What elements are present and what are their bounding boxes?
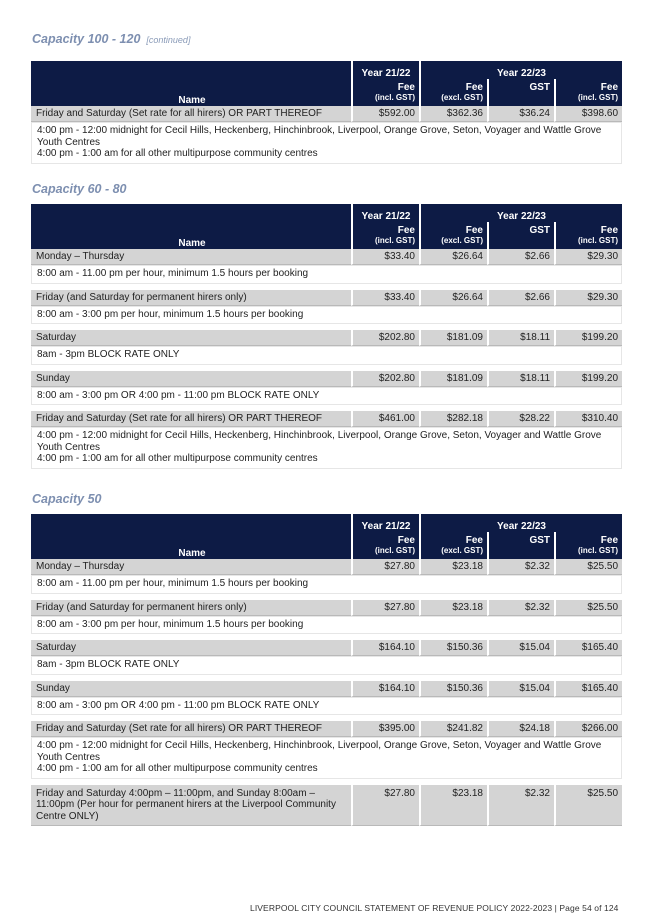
header-gst: GST [487,79,554,93]
table-row-description [31,656,622,675]
header-fee: Fee [351,222,419,236]
fee-incl-gst: $199.20 [554,330,622,346]
header-gst: GST [487,222,554,236]
section-title-capacity-100-120 [32,32,190,46]
fee-table-capacity-50 [31,514,622,826]
fee-incl-gst: $25.50 [554,559,622,575]
table-row [31,785,622,827]
fee-table-capacity-60-80 [31,204,622,469]
header-fee: Fee [351,79,419,93]
gst-amount: $18.11 [487,371,554,387]
description-line: 4:00 pm - 1:00 am for all other multipurpose community centres [37,763,318,774]
table-row-description [31,616,622,635]
fee-name: Monday – Thursday [31,559,351,575]
header-excl-gst: (excl. GST) [419,93,487,106]
fee-name: Sunday [31,681,351,697]
fee-description: 8:00 am - 11.00 pm per hour, minimum 1.5 hours per booking [31,265,622,284]
table-row [31,330,622,346]
header-incl-gst: (incl. GST) [351,93,419,106]
table-row [31,371,622,387]
fee-2122: $27.80 [351,600,419,616]
header-fee: Fee [554,79,622,93]
section-title-capacity-60-80: Capacity 60 - 80 [32,182,127,196]
header-excl-gst: (excl. GST) [419,236,487,249]
header-gst: GST [487,532,554,546]
fee-excl-gst: $23.18 [419,600,487,616]
fee-excl-gst: $150.36 [419,681,487,697]
section-title-text: Capacity 100 - 120 [32,32,141,46]
description-line: 4:00 pm - 12:00 midnight for Cecil Hills, Heckenberg, Hinchinbrook, Liverpool, Orange Grove, Seton, Voyager and Wattle Grove [37,430,602,441]
header-gst-blank [487,546,554,559]
section-title-capacity-50: Capacity 50 [32,492,102,506]
fee-2122: $27.80 [351,785,419,827]
fee-incl-gst: $310.40 [554,411,622,427]
header-year-curr: Year 22/23 [419,204,622,222]
fee-name: Friday (and Saturday for permanent hirers only) [31,600,351,616]
header-fee: Fee [419,532,487,546]
fee-name: Monday – Thursday [31,249,351,265]
table-row-description [31,575,622,594]
page-footer: LIVERPOOL CITY COUNCIL STATEMENT OF REVENUE POLICY 2022-2023 | Page 54 of 124 [250,903,619,913]
header-year-prev: Year 21/22 [351,514,419,532]
fee-description: 8:00 am - 3:00 pm per hour, minimum 1.5 hours per booking [31,616,622,635]
fee-excl-gst: $282.18 [419,411,487,427]
header-incl-gst: (incl. GST) [351,236,419,249]
fee-name: Friday and Saturday (Set rate for all hirers) OR PART THEREOF [31,411,351,427]
table-row [31,249,622,265]
gst-amount: $2.32 [487,785,554,827]
table-row [31,640,622,656]
header-fee: Fee [419,222,487,236]
description-line: 4:00 pm - 1:00 am for all other multipurpose community centres [37,453,318,464]
fee-incl-gst: $165.40 [554,681,622,697]
header-year-prev: Year 21/22 [351,61,419,79]
fee-description: 8:00 am - 3:00 pm OR 4:00 pm - 11:00 pm BLOCK RATE ONLY [31,697,622,716]
fee-description [31,737,622,779]
fee-description: 8:00 am - 11.00 pm per hour, minimum 1.5 hours per booking [31,575,622,594]
fee-name: Friday (and Saturday for permanent hirers only) [31,290,351,306]
fee-incl-gst: $199.20 [554,371,622,387]
fee-excl-gst: $23.18 [419,785,487,827]
table-row [31,600,622,616]
fee-name: Friday and Saturday 4:00pm – 11:00pm, and Sunday 8:00am – 11:00pm (Per hour for permanent hirers at the Liverpool Community Centre ONLY) [31,785,351,827]
gst-amount: $2.66 [487,290,554,306]
fee-description: 8:00 am - 3:00 pm per hour, minimum 1.5 hours per booking [31,306,622,325]
table-row-description [31,387,622,406]
table-row [31,681,622,697]
table-row-description [31,737,622,779]
fee-description: 8am - 3pm BLOCK RATE ONLY [31,346,622,365]
gst-amount: $2.66 [487,249,554,265]
fee-description [31,427,622,469]
table-row-description [31,346,622,365]
fee-excl-gst: $362.36 [419,106,487,122]
table-row [31,411,622,427]
table-row [31,290,622,306]
header-name: Name [31,514,351,559]
gst-amount: $2.32 [487,600,554,616]
fee-description: 8am - 3pm BLOCK RATE ONLY [31,656,622,675]
fee-name: Sunday [31,371,351,387]
fee-2122: $164.10 [351,640,419,656]
fee-description: 8:00 am - 3:00 pm OR 4:00 pm - 11:00 pm BLOCK RATE ONLY [31,387,622,406]
table-row [31,721,622,737]
fee-2122: $202.80 [351,330,419,346]
header-fee: Fee [351,532,419,546]
fee-incl-gst: $25.50 [554,785,622,827]
fee-table-capacity-100-120 [31,61,622,164]
fee-name: Saturday [31,330,351,346]
header-name: Name [31,204,351,249]
header-gst-blank [487,236,554,249]
header-incl-gst: (incl. GST) [554,546,622,559]
fee-2122: $592.00 [351,106,419,122]
fee-excl-gst: $181.09 [419,371,487,387]
header-year-prev: Year 21/22 [351,204,419,222]
table-row-description [31,306,622,325]
gst-amount: $24.18 [487,721,554,737]
fee-excl-gst: $150.36 [419,640,487,656]
header-incl-gst: (incl. GST) [554,93,622,106]
fee-incl-gst: $266.00 [554,721,622,737]
gst-amount: $28.22 [487,411,554,427]
header-year-curr: Year 22/23 [419,61,622,79]
gst-amount: $2.32 [487,559,554,575]
fee-2122: $164.10 [351,681,419,697]
header-fee: Fee [419,79,487,93]
description-line: 4:00 pm - 1:00 am for all other multipurpose community centres [37,148,318,159]
description-line: 4:00 pm - 12:00 midnight for Cecil Hills, Heckenberg, Hinchinbrook, Liverpool, Orange Grove, Seton, Voyager and Wattle Grove [37,740,602,751]
table-row-description [31,697,622,716]
fee-excl-gst: $23.18 [419,559,487,575]
description-line: Youth Centres [37,136,101,148]
table-row-description [31,427,622,469]
header-fee: Fee [554,532,622,546]
description-line: Youth Centres [37,441,101,453]
fee-2122: $33.40 [351,249,419,265]
header-name: Name [31,61,351,106]
header-excl-gst: (excl. GST) [419,546,487,559]
header-incl-gst: (incl. GST) [554,236,622,249]
continued-label: [continued] [146,35,191,45]
fee-incl-gst: $29.30 [554,290,622,306]
fee-2122: $395.00 [351,721,419,737]
gst-amount: $36.24 [487,106,554,122]
description-line: 4:00 pm - 12:00 midnight for Cecil Hills, Heckenberg, Hinchinbrook, Liverpool, Orange Grove, Seton, Voyager and Wattle Grove [37,125,602,136]
description-line: Youth Centres [37,751,101,763]
fee-2122: $202.80 [351,371,419,387]
header-incl-gst: (incl. GST) [351,546,419,559]
fee-incl-gst: $398.60 [554,106,622,122]
fee-name: Saturday [31,640,351,656]
fee-2122: $27.80 [351,559,419,575]
header-fee: Fee [554,222,622,236]
fee-name: Friday and Saturday (Set rate for all hirers) OR PART THEREOF [31,721,351,737]
fee-description [31,122,622,164]
fee-name: Friday and Saturday (Set rate for all hirers) OR PART THEREOF [31,106,351,122]
fee-incl-gst: $29.30 [554,249,622,265]
gst-amount: $18.11 [487,330,554,346]
fee-excl-gst: $241.82 [419,721,487,737]
fee-excl-gst: $26.64 [419,290,487,306]
gst-amount: $15.04 [487,681,554,697]
fee-2122: $461.00 [351,411,419,427]
fee-incl-gst: $25.50 [554,600,622,616]
fee-2122: $33.40 [351,290,419,306]
gst-amount: $15.04 [487,640,554,656]
header-year-curr: Year 22/23 [419,514,622,532]
table-row-description [31,122,622,164]
fee-excl-gst: $26.64 [419,249,487,265]
table-row [31,106,622,122]
fee-excl-gst: $181.09 [419,330,487,346]
table-row [31,559,622,575]
header-gst-blank [487,93,554,106]
table-row-description [31,265,622,284]
fee-incl-gst: $165.40 [554,640,622,656]
